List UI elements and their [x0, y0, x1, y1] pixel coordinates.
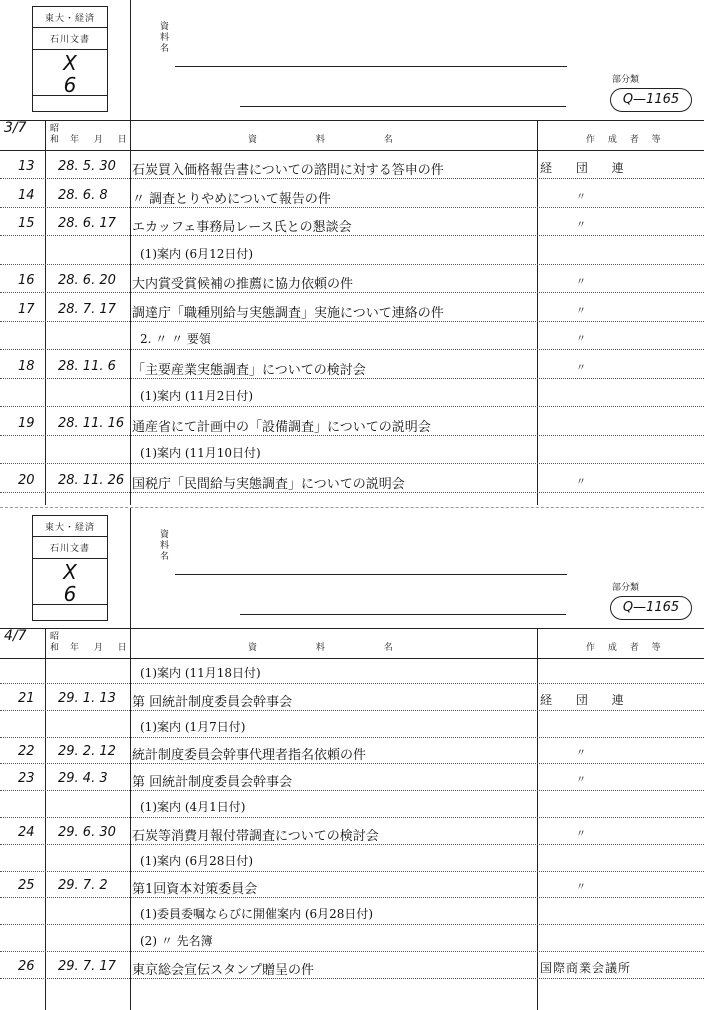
row-divider	[0, 763, 704, 764]
row-divider	[0, 978, 704, 979]
page-number: 3/7	[4, 120, 27, 136]
row-divider	[0, 710, 704, 711]
row-number: 14	[18, 187, 35, 203]
row-number: 21	[18, 690, 35, 706]
row-title: エカッフェ事務局レース氏との懇談会	[132, 220, 352, 235]
row-author: 〃	[576, 334, 586, 345]
col-header-no: 昭和	[50, 124, 60, 145]
row-author: 〃	[576, 305, 586, 317]
row-number: 15	[18, 216, 35, 231]
archive-stamp-box	[32, 6, 108, 112]
doc-name-label: 資 料 名	[160, 530, 170, 562]
row-date: 29. 2. 12	[58, 744, 116, 760]
row-title: (1)案内 (11月2日付)	[140, 389, 254, 403]
row-author: 〃	[576, 362, 586, 374]
row-author: 国際商業会議所	[540, 960, 632, 975]
row-date: 29. 7. 17	[58, 958, 116, 974]
row-divider	[0, 871, 704, 872]
row-author: 経 団 連	[540, 161, 634, 175]
row-divider	[0, 435, 704, 436]
row-date: 28. 5. 30	[58, 159, 116, 174]
row-date: 29. 6. 30	[58, 824, 116, 840]
stamp-line1: 東大・経済	[44, 14, 95, 24]
row-title: 統計制度委員会幹事代理者指名依頼の件	[132, 748, 367, 764]
row-author: 〃	[576, 828, 586, 840]
row-divider	[0, 264, 704, 265]
col-header-name: 資 料 名	[248, 643, 421, 653]
row-divider	[0, 951, 704, 952]
col-header-author: 作 成 者 等	[586, 643, 666, 653]
row-title: (2) 〃 先名簿	[140, 934, 213, 948]
row-divider	[0, 897, 704, 898]
row-number: 16	[18, 273, 35, 288]
row-title: 東京総会宣伝スタンプ贈呈の件	[132, 962, 315, 978]
row-title: 大内賞受賞候補の推薦に協力依頼の件	[132, 277, 354, 292]
row-divider	[0, 924, 704, 925]
row-divider	[0, 321, 704, 322]
row-divider	[0, 492, 704, 493]
row-author: 〃	[576, 277, 586, 288]
row-number: 20	[18, 472, 35, 488]
row-number: 13	[18, 159, 35, 174]
row-date: 28. 11. 6	[58, 358, 116, 374]
classification-label: 部分類	[612, 75, 640, 85]
row-number: 22	[18, 744, 35, 760]
row-divider	[0, 178, 704, 179]
stamp-mark-top: X	[63, 51, 77, 75]
row-title: 石炭等消費月報付帯調査についての検討会	[132, 828, 379, 844]
classification-code: Q—1165	[610, 596, 692, 620]
row-divider	[0, 463, 704, 464]
row-number: 25	[18, 878, 35, 894]
row-number: 23	[18, 771, 35, 787]
stamp-line2: 石川文書	[49, 35, 90, 45]
col-header-author: 作 成 者 等	[586, 135, 666, 145]
row-title: (1)委員委嘱ならびに開催案内 (6月28日付)	[140, 907, 374, 922]
row-title: 調達庁「職種別給与実態調査」実施について連絡の件	[132, 305, 444, 321]
row-author: 〃	[576, 748, 586, 760]
row-title: (1)案内 (6月28日付)	[140, 853, 254, 868]
row-divider	[0, 406, 704, 407]
col-header-ymd: 年 月 日	[70, 135, 133, 145]
row-divider	[0, 207, 704, 208]
row-title: (1)案内 (11月18日付)	[140, 666, 261, 680]
row-title: (1)案内 (11月10日付)	[140, 446, 261, 460]
stamp-mark-bottom: 6	[63, 73, 77, 97]
page-number: 4/7	[4, 628, 27, 644]
row-title: (1)案内 (6月12日付)	[140, 246, 254, 261]
row-date: 28. 6. 20	[58, 273, 116, 288]
row-title: 〃 調査とりやめについて報告の件	[132, 191, 331, 207]
row-date: 29. 7. 2	[58, 878, 108, 894]
archive-stamp-box: 東大・経済 石川文書 X 6	[32, 515, 108, 621]
row-title: 国税庁「民間給与実態調査」についての説明会	[132, 476, 405, 492]
row-date: 28. 11. 16	[58, 415, 125, 431]
col-header-no: 昭和	[50, 632, 60, 653]
row-date: 28. 6. 17	[58, 216, 116, 231]
row-author: 経 団 連	[540, 692, 634, 707]
row-title: 第 回統計制度委員会幹事会	[132, 694, 293, 710]
row-title: 通産省にて計画中の「設備調査」についての説明会	[132, 419, 431, 435]
row-author: 〃	[576, 220, 586, 231]
row-date: 28. 11. 26	[58, 472, 125, 488]
row-divider	[0, 790, 704, 791]
classification-code: Q—1165	[610, 88, 692, 112]
row-number: 24	[18, 824, 35, 840]
classification-label: 部分類	[612, 583, 640, 593]
row-title: 2. 〃 〃 要領	[140, 332, 211, 346]
row-date: 28. 6. 8	[58, 187, 108, 203]
row-divider	[0, 844, 704, 845]
row-number: 18	[18, 358, 35, 374]
row-date: 29. 4. 3	[58, 771, 108, 787]
row-author: 〃	[576, 476, 586, 488]
row-number: 17	[18, 301, 35, 317]
row-divider	[0, 737, 704, 738]
row-divider	[0, 683, 704, 684]
row-author: 〃	[576, 882, 586, 894]
col-header-name: 資 料 名	[248, 135, 421, 145]
row-divider	[0, 235, 704, 236]
row-title: 石炭買入価格報告書についての諮問に対する答申の件	[132, 163, 444, 178]
row-divider	[0, 378, 704, 379]
row-divider	[0, 349, 704, 350]
row-date: 28. 7. 17	[58, 301, 116, 317]
row-title: 「主要産業実態調査」についての検討会	[132, 362, 366, 378]
row-author: 〃	[576, 191, 586, 203]
row-title: 第1回資本対策委員会	[132, 882, 258, 898]
row-number: 19	[18, 415, 35, 431]
row-title: (1)案内 (4月1日付)	[140, 800, 246, 814]
row-divider	[0, 292, 704, 293]
row-author: 〃	[576, 775, 586, 787]
doc-name-label: 資 料 名	[160, 22, 170, 54]
row-date: 29. 1. 13	[58, 690, 116, 706]
row-number: 26	[18, 958, 35, 974]
col-header-ymd: 年 月 日	[70, 643, 133, 653]
row-divider	[0, 817, 704, 818]
row-title: (1)案内 (1月7日付)	[140, 719, 246, 734]
row-title: 第 回統計制度委員会幹事会	[132, 775, 293, 791]
